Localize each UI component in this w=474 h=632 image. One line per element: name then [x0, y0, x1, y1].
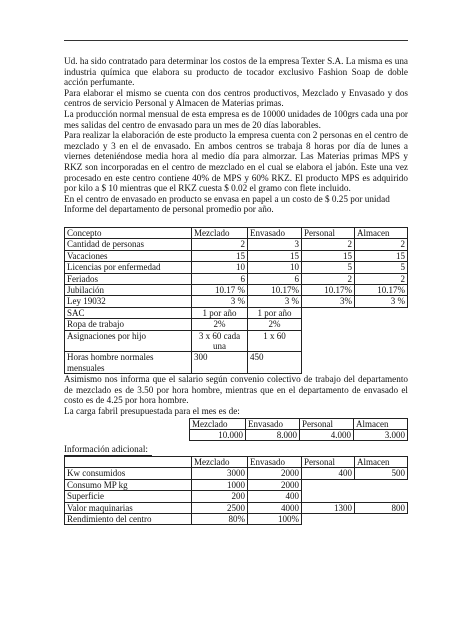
- cell-value: 15: [302, 250, 355, 261]
- header-mezclado: Mezclado: [192, 227, 248, 238]
- header-envasado: Envasado: [246, 418, 300, 429]
- overhead-table: [189, 418, 408, 442]
- table-row: [65, 479, 408, 490]
- cell-label: Superficie: [65, 491, 192, 502]
- cell-value: 3 %: [248, 296, 302, 307]
- cell-label: Ley 19032: [65, 296, 192, 307]
- header-envasado: Envasado: [248, 456, 302, 467]
- table-row: [65, 307, 408, 318]
- cell-empty: [302, 330, 355, 352]
- cell-value: 300: [192, 352, 248, 374]
- cell-label: Consumo MP kg: [65, 479, 192, 490]
- cell-value: 5: [355, 262, 408, 273]
- cell-value: 10.000: [190, 429, 246, 440]
- header-almacen: Almacen: [355, 227, 408, 238]
- header-almacen: Almacen: [355, 456, 408, 467]
- cell-value: 8.000: [246, 429, 300, 440]
- paragraph-intro: Ud. ha sido contratado para determinar los costos de la empresa Texter S.A. La misma es una industria química que elabora su producto de tocador exclusivo Fashion Soap de doble acción perfumante.: [64, 56, 408, 88]
- cell-value: 2: [302, 239, 355, 250]
- header-envasado: Envasado: [248, 227, 302, 238]
- cell-value: 800: [355, 502, 408, 513]
- cell-value: 4000: [248, 502, 302, 513]
- table-row: [65, 262, 408, 273]
- table-row: [65, 284, 408, 295]
- cell-value: 10.17%: [302, 284, 355, 295]
- cell-value: 3000: [192, 468, 248, 479]
- cell-value: 2: [192, 239, 248, 250]
- cell-value: 450: [248, 352, 302, 374]
- table-header-row: [65, 456, 408, 467]
- table-row: [65, 514, 408, 525]
- cell-value: 1000: [192, 479, 248, 490]
- table-row: [65, 491, 408, 502]
- cell-label: Kw consumidos: [65, 468, 192, 479]
- cell-empty: [302, 479, 355, 490]
- cell-value: 10.17%: [355, 284, 408, 295]
- paragraph-packaging: En el centro de envasado en producto se envasa en papel a un costo de $ 0.25 por unidad: [64, 193, 390, 204]
- cell-value: 10: [192, 262, 248, 273]
- table-row: [65, 330, 408, 352]
- cell-value: 10.17 %: [192, 284, 248, 295]
- personnel-table: [64, 227, 408, 374]
- header-personal: Personal: [300, 418, 354, 429]
- cell-label: Vacaciones: [65, 250, 192, 261]
- cell-value: 1 por año: [192, 307, 248, 318]
- cell-value: 1 por año: [248, 307, 302, 318]
- cell-value: 10.17%: [248, 284, 302, 295]
- cell-value: 15: [248, 250, 302, 261]
- paragraph-salary: Asimismo nos informa que el salario según convenio colectivo de trabajo del departamento de mezclado es de 3.50 por hora hombre, mientras que en el departamento de envasado el costo es de 4.25 por hora hombre.: [64, 374, 408, 406]
- table-row: [65, 468, 408, 479]
- cell-value: 80%: [192, 514, 248, 525]
- cell-value: 2: [302, 273, 355, 284]
- cell-value: 3 x 60 cada una: [192, 330, 248, 352]
- cell-value: 6: [192, 273, 248, 284]
- cell-label: Horas hombre normales mensuales: [65, 352, 192, 374]
- paragraph-production: La producción normal mensual de esta empresa es de 10000 unidades de 100grs cada una por mes salidas del centro de envasado para un mes de 20 días laborables.: [64, 108, 408, 130]
- cell-empty: [355, 491, 408, 502]
- table-row: [65, 273, 408, 284]
- cell-label: Cantidad de personas: [65, 239, 192, 250]
- cell-value: 2500: [192, 502, 248, 513]
- cell-empty: [302, 319, 355, 330]
- cell-empty: [302, 352, 355, 374]
- cell-value: 3 %: [192, 296, 248, 307]
- cell-value: 10: [248, 262, 302, 273]
- cell-label: Ropa de trabajo: [65, 319, 192, 330]
- cell-label: Rendimiento del centro: [65, 514, 192, 525]
- header-mezclado: Mezclado: [192, 456, 248, 467]
- cell-label: SAC: [65, 307, 192, 318]
- cell-value: 500: [355, 468, 408, 479]
- cell-value: 3%: [302, 296, 355, 307]
- cell-empty: [355, 319, 408, 330]
- cell-value: 2000: [248, 479, 302, 490]
- paragraph-centers: Para elaborar el mismo se cuenta con dos centros productivos, Mezclado y Envasado y dos centros de servicio Personal y Almacen de Materias primas.: [64, 87, 408, 109]
- cell-value: 5: [302, 262, 355, 273]
- cell-empty: [355, 307, 408, 318]
- paragraph-report: Informe del departamento de personal promedio por año.: [64, 204, 274, 215]
- cell-value: 3.000: [354, 429, 408, 440]
- cell-value: 15: [355, 250, 408, 261]
- additional-info-table: [64, 456, 408, 525]
- cell-value: 6: [248, 273, 302, 284]
- cell-empty: [355, 352, 408, 374]
- top-rule: [64, 40, 408, 41]
- table-row: [65, 352, 408, 374]
- cell-value: 2: [355, 239, 408, 250]
- document-page: [64, 40, 408, 525]
- cell-value: 400: [248, 491, 302, 502]
- paragraph-staff: Para realizar la elaboración de este producto la empresa cuenta con 2 personas en el centro de mezclado y 3 en el de envasado. En ambos centros se trabaja 8 horas por día de lunes a viernes deteniéndose media hora al medio día para almorzar. Las Materias primas MPS y RKZ son incorporadas en el centro de mezclado en el cual se elabora el jabón. Este una vez procesado en este centro contiene 40% de MPS y 60% RKZ. El producto MPS es adquirido por kilo a $ 10 mientras que el RKZ cuesta $ 0.02 el gramo con flete incluido.: [64, 130, 408, 194]
- cell-value: 3 %: [355, 296, 408, 307]
- paragraph-carga: La carga fabril presupuestada para el mes es de:: [64, 405, 240, 416]
- cell-label: Asignaciones por hijo: [65, 330, 192, 352]
- header-almacen: Almacen: [354, 418, 408, 429]
- cell-value: 4.000: [300, 429, 354, 440]
- cell-value: 3: [248, 239, 302, 250]
- header-personal: Personal: [302, 456, 355, 467]
- table-row: [65, 250, 408, 261]
- table-row: [65, 239, 408, 250]
- table-header-row: [190, 418, 408, 429]
- table-row: [65, 502, 408, 513]
- cell-value: 2%: [248, 319, 302, 330]
- header-blank: [65, 456, 192, 467]
- cell-value: 100%: [248, 514, 302, 525]
- cell-value: 200: [192, 491, 248, 502]
- cell-value: 1300: [302, 502, 355, 513]
- header-concepto: Concepto: [65, 227, 192, 238]
- cell-value: 2: [355, 273, 408, 284]
- cell-empty: [302, 491, 355, 502]
- table-header-row: [65, 227, 408, 238]
- cell-value: 2000: [248, 468, 302, 479]
- cell-value: 1 x 60: [248, 330, 302, 352]
- cell-empty: [302, 514, 355, 525]
- cell-label: Licencias por enfermedad: [65, 262, 192, 273]
- paragraph-info: Información adicional:: [64, 444, 152, 456]
- cell-empty: [355, 514, 408, 525]
- cell-label: Feriados: [65, 273, 192, 284]
- table-row: [65, 319, 408, 330]
- cell-empty: [355, 479, 408, 490]
- cell-empty: [355, 330, 408, 352]
- header-mezclado: Mezclado: [190, 418, 246, 429]
- cell-label: Valor maquinarias: [65, 502, 192, 513]
- header-personal: Personal: [302, 227, 355, 238]
- cell-value: 400: [302, 468, 355, 479]
- table-row: [190, 429, 408, 440]
- cell-label: Jubilación: [65, 284, 192, 295]
- table-row: [65, 296, 408, 307]
- cell-value: 2%: [192, 319, 248, 330]
- cell-empty: [302, 307, 355, 318]
- cell-value: 15: [192, 250, 248, 261]
